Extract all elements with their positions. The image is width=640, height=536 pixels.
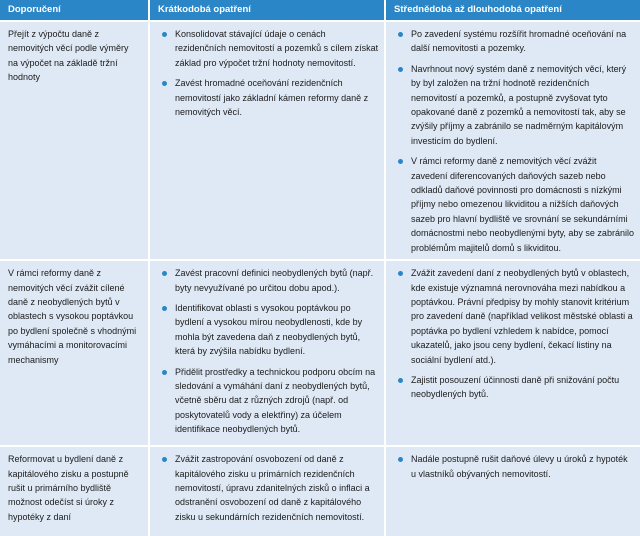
- list-item-text: Navrhnout nový systém daně z nemovitých věcí, který by byl založen na tržní hodnotě rezidenčních nemovitostí a pozemků, a postupně zvyšovat tyto opakované daně z pozemků a nemovitostí tak, aby se zvýšily příjmy a zabránilo se nadměrným kapitálovým investicím do bydlení.: [411, 63, 627, 146]
- bullet-icon: [162, 271, 167, 276]
- bullet-icon: [398, 378, 403, 383]
- list-item: [394, 62, 635, 148]
- bullet-icon: [398, 271, 403, 276]
- list-item-text: Identifikovat oblasti s vysokou poptávkou po bydlení a vysokou mírou neobydlenosti, kde by mohla být zavedena daň z neobydlených bytů, která by zvýšila nabídku bydlení.: [175, 302, 363, 357]
- header-row: [0, 0, 640, 20]
- long-term-cell: [384, 445, 640, 536]
- recommendation-cell: V rámci reformy daně z nemovitých věcí zvážit cílené daně z neobydlených bytů v oblastech s vysokou poptávkou po bydlení společně s vhodnými vymáhacími a monitorovacími mechanismy: [0, 259, 148, 445]
- recommendation-cell: Reformovat u bydlení daně z kapitálového zisku a postupně rušit u primárního bydliště možnost odečíst si úroky z hypotéky z daní: [0, 445, 148, 536]
- header-short-term: Krátkodobá opatření: [148, 0, 384, 20]
- bullet-icon: [398, 159, 403, 164]
- list-item: [158, 76, 379, 119]
- short-term-list: [158, 452, 379, 524]
- header-long-term: Střednědobá až dlouhodobá opatření: [384, 0, 640, 20]
- bullet-icon: [162, 81, 167, 86]
- list-item-text: V rámci reformy daně z nemovitých věcí zvážit zavedení diferencovaných daňových sazeb nebo odkladů daňové povinnosti pro domácnosti s nízkými příjmy nebo omezenou likviditou a nižších daňových sazeb pro hlavní bydliště ve srovnání se sekundárními domácnostmi nebo neobydlenými byty, aby se zabránilo problémům majitelů domů s likviditou.: [411, 156, 634, 253]
- long-term-list: [394, 266, 635, 402]
- list-item: [394, 452, 635, 481]
- short-term-list: [158, 266, 379, 436]
- list-item-text: Zavést hromadné oceňování rezidenčních nemovitostí jako základní kámen reformy daně z nemovitých věcí.: [175, 78, 369, 118]
- bullet-icon: [162, 32, 167, 37]
- bullet-icon: [398, 457, 403, 462]
- short-term-list: [158, 27, 379, 119]
- list-item-text: Nadále postupně rušit daňové úlevy u úroků z hypoték u vlastníků obývaných nemovitostí.: [411, 454, 628, 479]
- bullet-icon: [398, 32, 403, 37]
- list-item: [394, 266, 635, 367]
- list-item-text: Zavést pracovní definici neobydlených bytů (např. byty nevyužívané po určitou dobu apod.).: [175, 268, 374, 293]
- list-item: [394, 154, 635, 255]
- bullet-icon: [162, 370, 167, 375]
- list-item: [158, 27, 379, 70]
- list-item-text: Zvážit zastropování osvobození od daně z kapitálového zisku u primárních rezidenčních nemovitostí, úpravu zdanitelných zisků o inflaci a odstranění osvobození od daně z kapitálového zisku u sekundárních rezidenčních nemovitostí.: [175, 454, 370, 522]
- bullet-icon: [162, 306, 167, 311]
- list-item-text: Přidělit prostředky a technickou podporu obcím na sledování a vymáhání daní z neobydlených bytů, včetně sběru dat z různých zdrojů (např. od poskytovatelů vody a elektřiny) za účelem identifikace neobydlených bytů.: [175, 366, 376, 435]
- table-row: [0, 20, 640, 259]
- bullet-icon: [162, 457, 167, 462]
- long-term-list: [394, 452, 635, 481]
- list-item: [158, 301, 379, 359]
- bullet-icon: [398, 67, 403, 72]
- list-item: [158, 266, 379, 295]
- list-item: [394, 373, 635, 402]
- list-item: [158, 365, 379, 437]
- header-recommendations: Doporučení: [0, 0, 148, 20]
- list-item: [158, 452, 379, 524]
- recommendation-cell: Přejít z výpočtu daně z nemovitých věcí podle výměry na výpočet na základě tržní hodnoty: [0, 20, 148, 259]
- short-term-cell: [148, 259, 384, 445]
- short-term-cell: [148, 20, 384, 259]
- long-term-cell: [384, 259, 640, 445]
- list-item-text: Po zavedení systému rozšířit hromadné oceňování na další nemovitosti a pozemky.: [411, 29, 627, 54]
- list-item-text: Zvážit zavedení daní z neobydlených bytů v oblastech, kde existuje významná nerovnováha mezi nabídkou a poptávkou. Právní předpisy by mohly stanovit kritérium pro zavedení daně (například velikost městské oblasti a poptávka po bydlení vzhledem k nabídce, pomocí ukazatelů, jako jsou ceny bydlení, čekací listiny na sociální bydlení atd.).: [411, 268, 633, 365]
- list-item-text: Konsolidovat stávající údaje o cenách rezidenčních nemovitostí a pozemků s cílem získat základ pro výpočet tržní hodnoty nemovitostí.: [175, 29, 379, 68]
- list-item: [394, 27, 635, 56]
- short-term-cell: [148, 445, 384, 536]
- table-row: [0, 259, 640, 445]
- long-term-list: [394, 27, 635, 255]
- long-term-cell: [384, 20, 640, 259]
- table-row: [0, 445, 640, 536]
- list-item-text: Zajistit posouzení účinnosti daně při snižování počtu neobydlených bytů.: [411, 374, 620, 400]
